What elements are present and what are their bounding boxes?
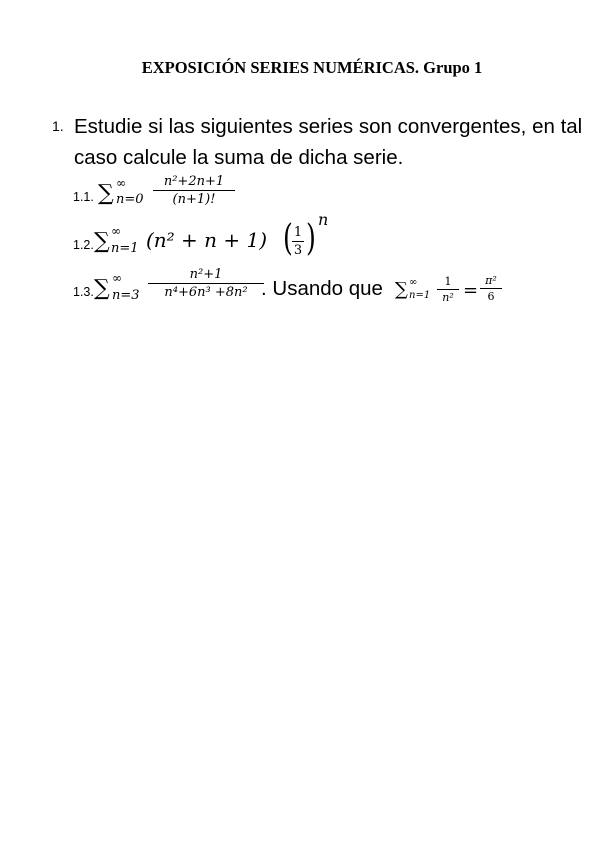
hint-fraction-denominator: n² (442, 291, 454, 304)
fraction-numerator: 1 (293, 225, 303, 240)
sum-lower-limit: n=3 (112, 288, 140, 303)
sum-upper-limit: ∞ (116, 176, 126, 190)
exercise-label: 1.3. (73, 285, 94, 299)
equals-sign: = (463, 280, 479, 301)
fraction-bar (437, 289, 459, 290)
fraction-denominator: (n+1)! (172, 192, 216, 207)
fraction-bar (148, 283, 264, 284)
sum-lower-limit: n=0 (116, 192, 144, 207)
sum-upper-limit: ∞ (111, 224, 121, 238)
left-paren: ( (283, 218, 293, 259)
fraction-numerator: n²+1 (189, 267, 223, 282)
question-text: Estudie si las siguientes series son convergentes, en tal caso calcule la suma de dicha serie. (74, 115, 583, 169)
exercise-label: 1.2. (73, 238, 94, 252)
question-number: 1. (52, 118, 64, 134)
fraction-denominator: n⁴+6n³ +8n² (164, 285, 248, 300)
sum-upper-limit: ∞ (112, 271, 122, 285)
hint-sum-upper-limit: ∞ (409, 277, 418, 288)
sum-symbol: ∑ (94, 276, 110, 301)
exercise-label: 1.1. (73, 190, 94, 204)
fraction (148, 267, 264, 300)
fraction-bar (480, 288, 502, 289)
exponent: n (318, 210, 329, 229)
sum-symbol: ∑ (98, 181, 114, 206)
sum-symbol: ∑ (94, 229, 110, 254)
sum-lower-limit: n=1 (111, 241, 139, 256)
fraction-numerator: n²+2n+1 (163, 174, 225, 189)
hint-fraction-numerator: 1 (444, 275, 452, 288)
fraction-denominator: 3 (293, 243, 303, 258)
hint-fraction (437, 275, 459, 304)
hint-rhs-fraction (480, 274, 502, 303)
right-paren: ) (306, 218, 316, 259)
document-title: EXPOSICIÓN SERIES NUMÉRICAS. Grupo 1 (141, 58, 483, 77)
fraction-bar (292, 241, 304, 242)
hint-text: . Usando que (261, 277, 383, 300)
fraction (153, 174, 235, 207)
hint-rhs-denominator: 6 (487, 290, 495, 303)
hint-sum-lower-limit: n=1 (409, 290, 431, 301)
hint-rhs-numerator: π² (485, 274, 497, 287)
fraction (292, 225, 304, 258)
fraction-bar (153, 190, 235, 191)
series-term: (n² + n + 1) (146, 228, 268, 252)
hint-sum-symbol: ∑ (395, 279, 408, 300)
